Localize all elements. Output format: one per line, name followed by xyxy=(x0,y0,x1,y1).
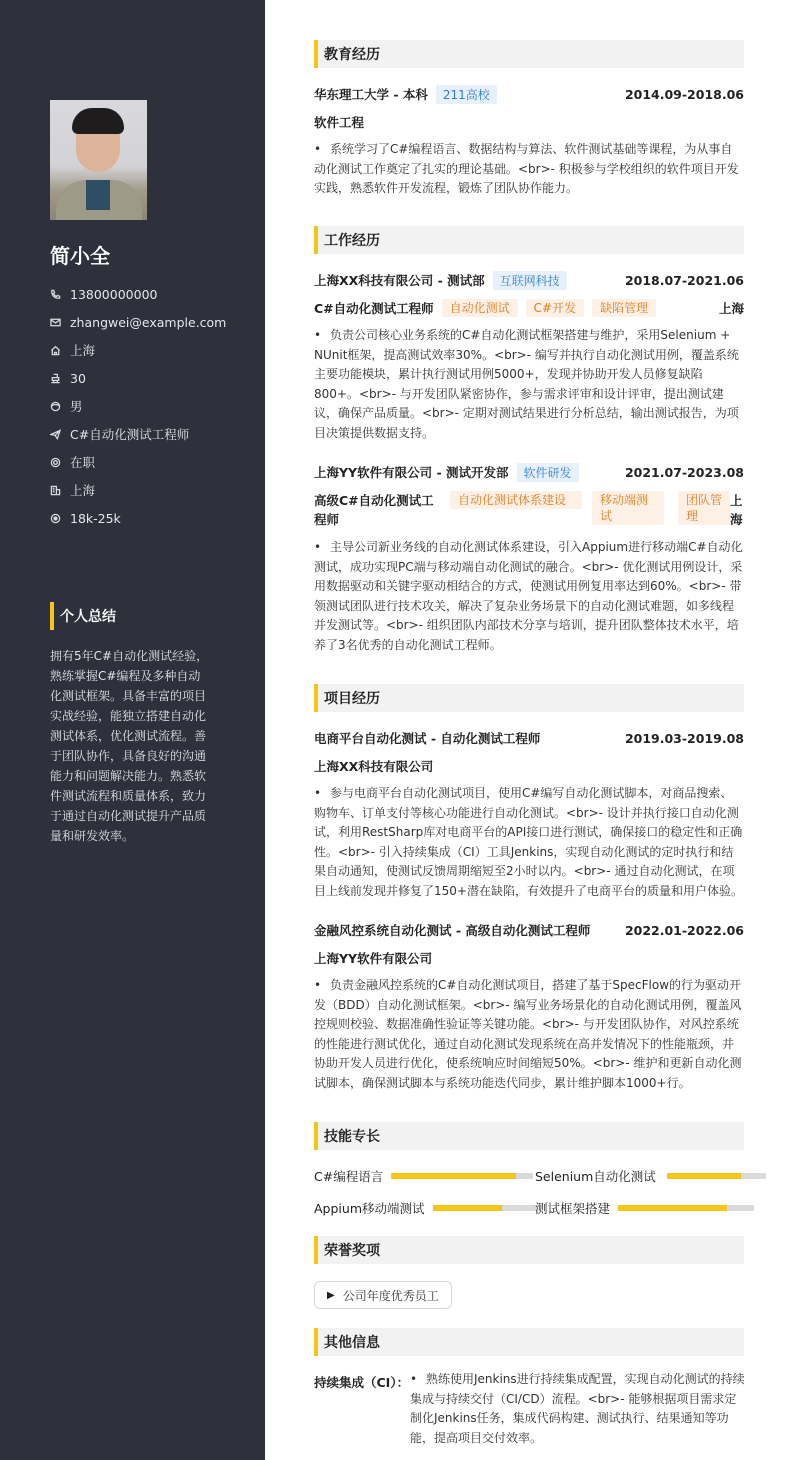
job-role: 高级C#自动化测试工程师 xyxy=(314,493,434,527)
work-city: 上海 xyxy=(730,493,743,527)
skill-name: Selenium自动化测试 xyxy=(535,1169,656,1184)
skill-tag: 缺陷管理 xyxy=(592,299,656,317)
accent-bar xyxy=(314,1328,318,1356)
work-description: • 负责公司核心业务系统的C#自动化测试框架搭建与维护，采用Selenium + NUnit框架，提高测试效率30%。<br>- 编写并执行自动化测试用例，覆盖系统主要功能模块，累计执行测试用例5000+，发现并协助开发人员修复缺陷800+。<br>- 与开发团队紧密协作，参与需求评审和设计评审，提出测试建议，确保产品质量。<br>- 定期对测试结果进行分析总结，输出测试报告，为项目决策提供数据支持。 xyxy=(314,328,739,440)
info-phone: 13800000000 xyxy=(50,280,226,308)
work-item-header xyxy=(314,462,744,482)
skill-item xyxy=(314,1198,538,1218)
triangle-right-icon: ▶ xyxy=(327,1289,335,1301)
school-badge: 211高校 xyxy=(436,85,497,104)
accent-bar xyxy=(314,226,318,254)
skill-tag: C#开发 xyxy=(526,299,584,317)
award-item[interactable]: ▶ 公司年度优秀员工 xyxy=(314,1281,452,1309)
work-item-role-row xyxy=(314,491,744,529)
skill-level-fill xyxy=(618,1205,727,1211)
mail-icon xyxy=(50,317,70,328)
skill-tag: 自动化测试体系建设 xyxy=(450,491,582,509)
accent-bar xyxy=(50,602,54,630)
project-description: • 参与电商平台自动化测试项目，使用C#编写自动化测试脚本，对商品搜索、购物车、订单支付等核心功能进行自动化测试。<br>- 设计并执行接口自动化测试，利用RestSharp库对电商平台的API接口进行测试，确保接口的稳定性和正确性。<br>- 引入持续集成（CI）工具Jenkins，实现自动化测试的定时执行和结果自动通知，使测试反馈周期缩短至2小时以内。<br>- 通过自动化测试，在项目上线前发现并修复了150+潜在缺陷，有效提升了电商平台的质量和用户体验。 xyxy=(314,786,743,898)
skill-level-fill xyxy=(667,1173,741,1179)
info-salary: 18k-25k xyxy=(50,504,226,532)
home-icon xyxy=(50,345,70,356)
avatar-photo xyxy=(50,100,147,220)
work-date: 2021.07-2023.08 xyxy=(624,464,744,480)
info-status: 在职 xyxy=(50,448,226,476)
work-date: 2018.07-2021.06 xyxy=(624,272,744,288)
other-section-heading: 其他信息 xyxy=(314,1328,744,1356)
gender-icon xyxy=(50,401,70,412)
accent-bar xyxy=(314,684,318,712)
work-item-header xyxy=(314,270,744,290)
skill-tag: 移动端测试 xyxy=(592,491,664,525)
skill-level-bar xyxy=(433,1205,538,1211)
skill-item xyxy=(314,1166,533,1186)
skill-item xyxy=(535,1166,766,1186)
other-item-label: 持续集成（CI）： xyxy=(314,1375,410,1390)
projects-section-heading: 项目经历 xyxy=(314,684,744,712)
company-name: 上海XX科技有限公司 - 测试部 xyxy=(314,273,485,288)
summary-text: 拥有5年C#自动化测试经验，熟练掌握C#编程及多种自动化测试框架。具备丰富的项目实战经验，能独立搭建自动化测试体系，优化测试流程。善于团队协作，具备良好的沟通能力和问题解决能力。熟悉软件测试流程和质量体系，致力于通过自动化测试提升产品质量和研发效率。 xyxy=(50,649,209,843)
project-company: 上海YY软件有限公司 xyxy=(314,951,433,966)
work-section-heading: 工作经历 xyxy=(314,226,744,254)
info-email: zhangwei@example.com xyxy=(50,308,226,336)
work-item-role-row xyxy=(314,298,744,318)
skill-level-bar xyxy=(618,1205,754,1211)
salary-icon xyxy=(50,513,70,524)
school-name: 华东理工大学 - 本科 xyxy=(314,87,428,102)
other-item-description: • 熟练使用Jenkins进行持续集成配置，实现自动化测试的持续集成与持续交付（CI/CD）流程。<br>- 能够根据项目需求定制化Jenkins任务，集成代码构建、测试执行、结果通知等功能，提高项目交付效率。 xyxy=(410,1372,745,1445)
company-name: 上海YY软件有限公司 - 测试开发部 xyxy=(314,465,509,480)
education-item-header xyxy=(314,84,744,104)
education-description: • 系统学习了C#编程语言、数据结构与算法、软件测试基础等课程，为从事自动化测试工作奠定了扎实的理论基础。<br>- 积极参与学校组织的软件项目开发实践，熟悉软件开发流程，锻炼了团队协作能力。 xyxy=(314,142,739,195)
info-job-intent: C#自动化测试工程师 xyxy=(50,420,226,448)
skill-level-bar xyxy=(391,1173,533,1179)
project-name: 电商平台自动化测试 - 自动化测试工程师 xyxy=(314,731,541,746)
send-icon xyxy=(50,429,70,440)
skill-tag: 自动化测试 xyxy=(442,299,518,317)
project-company: 上海XX科技有限公司 xyxy=(314,759,434,774)
skills-section-heading: 技能专长 xyxy=(314,1122,744,1150)
project-name: 金融风控系统自动化测试 - 高级自动化测试工程师 xyxy=(314,923,591,938)
skill-name: C#编程语言 xyxy=(314,1169,384,1184)
skill-name: 测试框架搭建 xyxy=(535,1201,611,1216)
skill-tag: 团队管理 xyxy=(678,491,730,525)
industry-badge: 软件研发 xyxy=(517,463,579,482)
phone-icon xyxy=(50,289,70,300)
sidebar xyxy=(0,0,265,1460)
age-icon xyxy=(50,373,70,384)
project-item-header xyxy=(314,920,744,940)
major: 软件工程 xyxy=(314,115,365,130)
skill-level-fill xyxy=(391,1173,516,1179)
project-item-header xyxy=(314,728,744,748)
skill-level-fill xyxy=(433,1205,502,1211)
education-date: 2014.09-2018.06 xyxy=(624,86,744,102)
job-role: C#自动化测试工程师 xyxy=(314,301,434,316)
building-icon xyxy=(50,485,70,496)
candidate-name: 简小全 xyxy=(50,244,110,268)
info-gender: 男 xyxy=(50,392,226,420)
info-location: 上海 xyxy=(50,336,226,364)
skill-item xyxy=(535,1198,754,1218)
industry-badge: 互联网科技 xyxy=(493,271,567,290)
project-date: 2019.03-2019.08 xyxy=(624,730,744,746)
info-work-city: 上海 xyxy=(50,476,226,504)
contact-info-list xyxy=(50,280,226,532)
skill-name: Appium移动端测试 xyxy=(314,1201,425,1216)
info-age: 30 xyxy=(50,364,226,392)
accent-bar xyxy=(314,1236,318,1264)
work-description: • 主导公司新业务线的自动化测试体系建设，引入Appium进行移动端C#自动化测试，成功实现PC端与移动端自动化测试的融合。<br>- 优化测试用例设计，采用数据驱动和关键字驱动相结合的方式，使测试用例复用率达到60%。<br>- 带领测试团队进行技术攻关，解决了复杂业务场景下的自动化测试难题，如多线程并发测试等。<br>- 组织团队内部技术分享与培训，提升团队整体技术水平，培养了3名优秀的自动化测试工程师。 xyxy=(314,540,743,652)
status-icon xyxy=(50,457,70,468)
project-date: 2022.01-2022.06 xyxy=(624,922,744,938)
accent-bar xyxy=(314,40,318,68)
skill-level-bar xyxy=(667,1173,766,1179)
summary-heading: 个人总结 xyxy=(50,602,116,630)
project-description: • 负责金融风控系统的C#自动化测试项目，搭建了基于SpecFlow的行为驱动开发（BDD）自动化测试框架。<br>- 编写业务场景化的自动化测试用例，覆盖风控规则校验、数据准确性验证等关键功能。<br>- 与开发团队协作，对风控系统的性能进行测试优化，通过自动化测试发现系统在高并发情况下的性能瓶颈，并协助开发人员进行优化，使系统响应时间缩短50%。<br>- 维护和更新自动化测试脚本，确保测试脚本与系统功能迭代同步，累计维护脚本1000+行。 xyxy=(314,978,742,1090)
education-section-heading: 教育经历 xyxy=(314,40,744,68)
work-city: 上海 xyxy=(718,301,744,316)
awards-section-heading: 荣誉奖项 xyxy=(314,1236,744,1264)
accent-bar xyxy=(314,1122,318,1150)
